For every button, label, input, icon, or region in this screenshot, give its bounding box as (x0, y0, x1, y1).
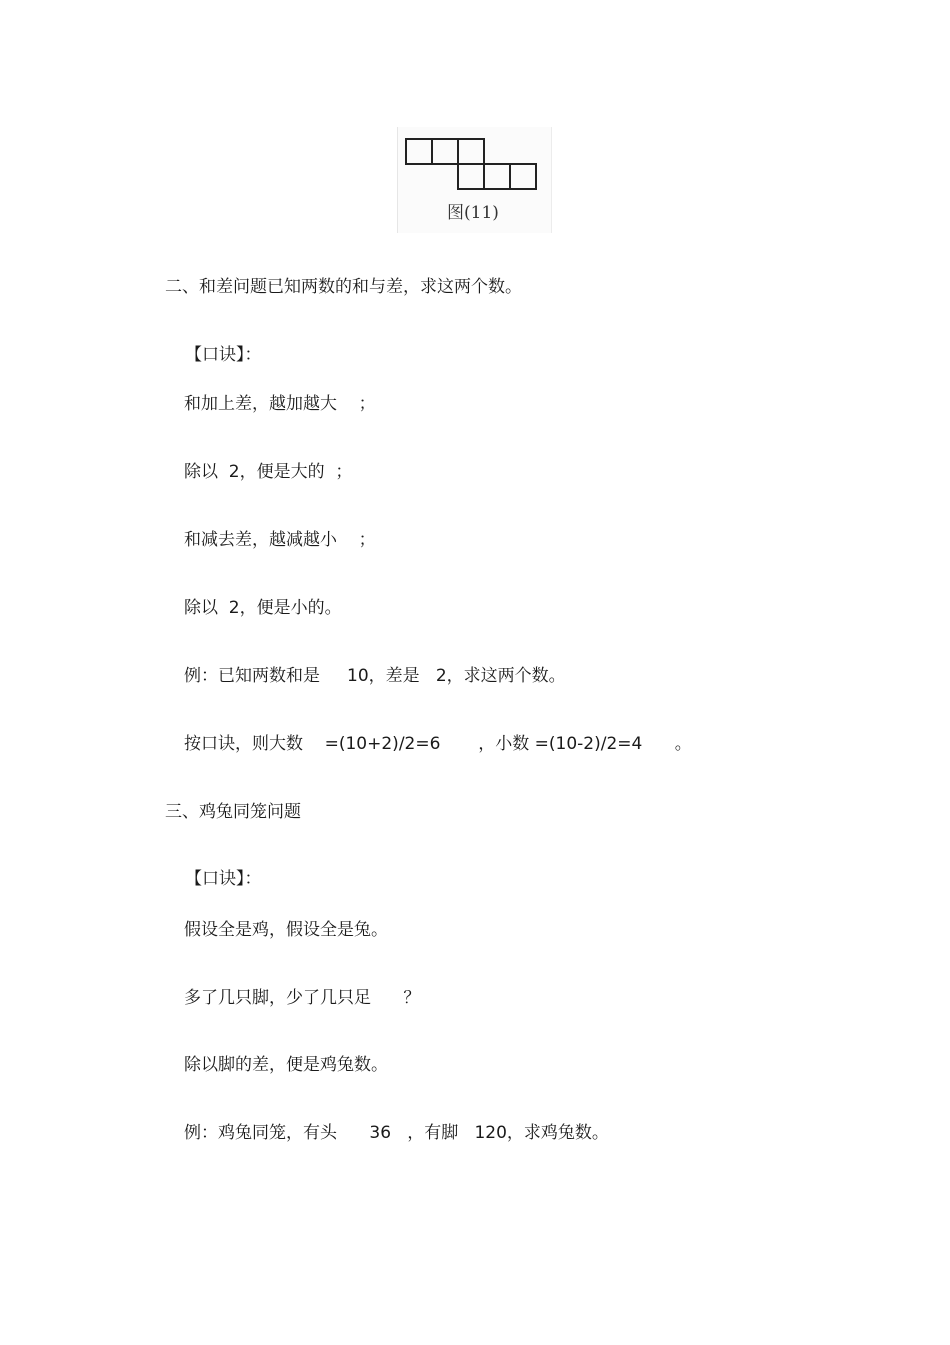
section3-heading: 三、鸡兔同笼问题 (165, 802, 301, 822)
section2-mnemonic-label: 【口诀】： (185, 345, 262, 365)
net-square (510, 164, 536, 189)
section2-line: 和加上差，越加越大 ； (184, 394, 376, 414)
net-square (432, 139, 458, 164)
section3-mnemonic-label: 【口诀】： (185, 869, 262, 889)
net-square (484, 164, 510, 189)
net-square (458, 164, 484, 189)
section2-line: 除以 2，便是大的 ； (184, 462, 353, 482)
section2-example: 例：已知两数和是 10，差是 2，求这两个数。 (184, 666, 566, 686)
section3-line: 多了几只脚，少了几只足 ？ (184, 988, 421, 1008)
section3-example: 例：鸡兔同笼，有头 36 ，有脚 120，求鸡兔数。 (184, 1123, 609, 1143)
section3-line: 假设全是鸡，假设全是兔。 (184, 920, 388, 940)
net-square (406, 139, 432, 164)
net-square (458, 139, 484, 164)
section2-heading: 二、和差问题已知两数的和与差，求这两个数。 (165, 277, 522, 297)
figure-caption: 图(11) (447, 203, 499, 223)
section2-solution: 按口诀，则大数 =(10+2)/2=6 ，小数 =(10-2)/2=4 。 (184, 734, 692, 754)
section2-line: 除以 2，便是小的。 (184, 598, 342, 618)
section2-line: 和减去差，越减越小 ； (184, 530, 376, 550)
section3-line: 除以脚的差，便是鸡兔数。 (184, 1055, 388, 1075)
net-figure (397, 127, 552, 233)
